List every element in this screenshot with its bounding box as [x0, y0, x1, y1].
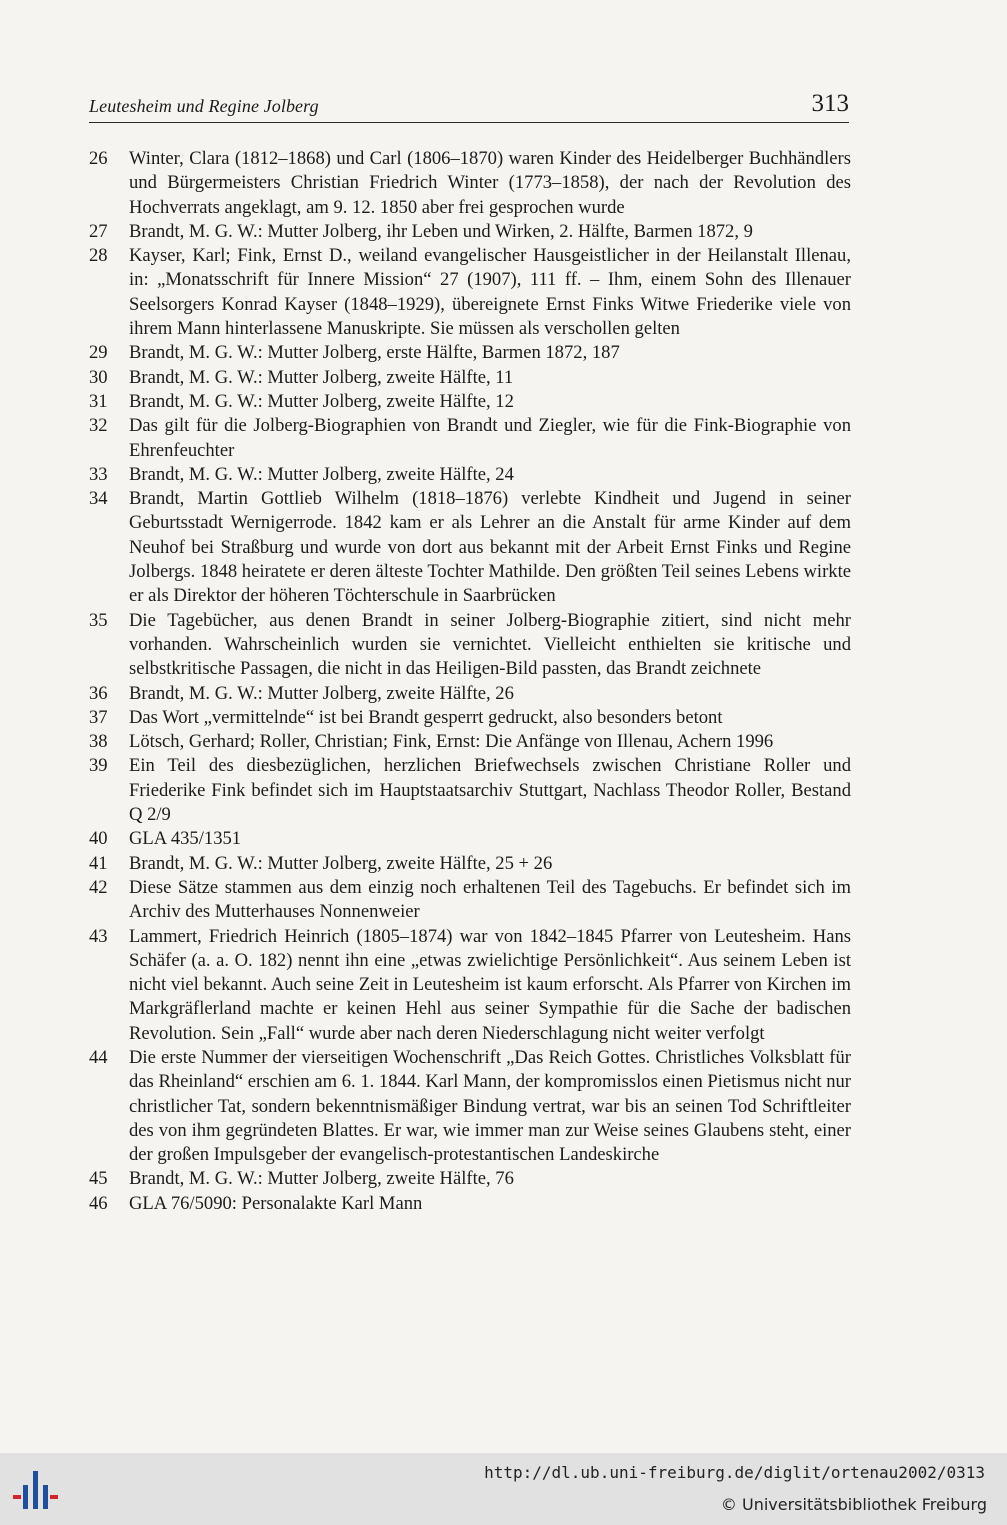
- endnote-text: Brandt, M. G. W.: Mutter Jolberg, ihr Leben und Wirken, 2. Hälfte, Barmen 1872, 9: [129, 220, 753, 242]
- endnote-number: 43: [89, 925, 108, 947]
- endnote-number: 39: [89, 755, 108, 777]
- endnote-number: 32: [89, 415, 108, 437]
- endnote-number: 28: [89, 245, 108, 267]
- endnote-number: 35: [89, 609, 108, 631]
- ub-freiburg-logo-icon[interactable]: [12, 1467, 64, 1513]
- endnote-text: Brandt, M. G. W.: Mutter Jolberg, erste Hälfte, Barmen 1872, 187: [129, 342, 620, 364]
- endnote-number: 27: [89, 220, 108, 242]
- endnote-text: Brandt, M. G. W.: Mutter Jolberg, zweite Hälfte, 12: [129, 390, 514, 412]
- viewer-footer: [0, 1453, 1007, 1525]
- endnote-number: 37: [89, 706, 108, 728]
- endnote-text: Winter, Clara (1812–1868) und Carl (1806–1870) waren Kinder des Heidelberger Buchhändlers und Bürgermeisters Christian Friedrich Winter (1773–1858), der nach der Revolution des Hochverrats angeklagt, am 9. 12. 1850 aber frei gesprochen wurde: [129, 148, 851, 218]
- endnote-36: [89, 682, 851, 706]
- endnotes-list: [89, 147, 851, 1216]
- endnote-38: [89, 730, 851, 754]
- running-header: [89, 90, 849, 123]
- endnote-34: [89, 487, 851, 608]
- endnote-number: 45: [89, 1168, 108, 1190]
- endnote-text: Das Wort „vermittelnde“ ist bei Brandt gesperrt gedruckt, also besonders betont: [129, 706, 723, 728]
- endnote-28: [89, 244, 851, 341]
- endnote-number: 31: [89, 390, 108, 412]
- page-number: 313: [811, 90, 849, 117]
- endnote-number: 30: [89, 366, 108, 388]
- endnote-number: 46: [89, 1192, 108, 1214]
- endnote-35: [89, 609, 851, 682]
- endnote-text: Kayser, Karl; Fink, Ernst D., weiland evangelischer Hausgeistlicher in der Heilanstalt Illenau, in: „Monatsschrift für Innere Mission“ 27 (1907), 111 ff. – Ihm, einem Sohn des Illenauer Seelsorgers Konrad Kayser (1848–1929), übereignete Ernst Finks Witwe Friederike viele von ihrem Mann hinterlassene Manuskripte. Sie müssen als verschollen gelten: [129, 245, 851, 340]
- endnote-text: Brandt, M. G. W.: Mutter Jolberg, zweite Hälfte, 76: [129, 1168, 514, 1190]
- endnote-number: 29: [89, 342, 108, 364]
- endnote-46: [89, 1192, 851, 1216]
- endnote-number: 41: [89, 852, 108, 874]
- endnote-text: Diese Sätze stammen aus dem einzig noch erhaltenen Teil des Tagebuchs. Er befindet sich im Archiv des Mutterhauses Nonnenweier: [129, 876, 851, 923]
- endnote-number: 36: [89, 682, 108, 704]
- endnote-44: [89, 1046, 851, 1167]
- endnote-40: [89, 827, 851, 851]
- endnote-text: Lötsch, Gerhard; Roller, Christian; Fink, Ernst: Die Anfänge von Illenau, Achern 1996: [129, 731, 774, 753]
- endnote-text: GLA 435/1351: [129, 828, 242, 850]
- running-title: Leutesheim und Regine Jolberg: [89, 96, 319, 116]
- endnote-text: GLA 76/5090: Personalakte Karl Mann: [129, 1192, 423, 1214]
- endnote-45: [89, 1167, 851, 1191]
- endnote-number: 42: [89, 876, 108, 898]
- endnote-33: [89, 463, 851, 487]
- endnote-31: [89, 390, 851, 414]
- endnote-number: 40: [89, 828, 108, 850]
- endnote-text: Brandt, M. G. W.: Mutter Jolberg, zweite Hälfte, 26: [129, 682, 514, 704]
- endnote-32: [89, 414, 851, 463]
- endnote-30: [89, 366, 851, 390]
- endnote-number: 44: [89, 1046, 108, 1068]
- endnote-27: [89, 220, 851, 244]
- endnote-text: Brandt, Martin Gottlieb Wilhelm (1818–1876) verlebte Kindheit und Jugend in seiner Geburtsstadt Wernigerrode. 1842 kam er als Lehrer an die Anstalt für arme Kinder auf dem Neuhof bei Straßburg und wurde von dort aus bekannt mit der Arbeit Ernst Finks und Regine Jolbergs. 1848 heiratete er deren älteste Tochter Mathilde. Den größten Teil seines Lebens wirkte er als Direktor der höheren Töchterschule in Saarbrücken: [129, 488, 851, 607]
- endnote-text: Die Tagebücher, aus denen Brandt in seiner Jolberg-Biographie zitiert, sind nicht mehr vorhanden. Wahrscheinlich wurden sie vernichtet. Vielleicht enthielten sie kritische und selbstkritische Passagen, die nicht in das Heiligen-Bild passten, das Brandt zeichnete: [129, 609, 851, 680]
- endnote-42: [89, 876, 851, 925]
- endnote-26: [89, 147, 851, 220]
- endnote-text: Lammert, Friedrich Heinrich (1805–1874) war von 1842–1845 Pfarrer von Leutesheim. Hans Schäfer (a. a. O. 182) nennt ihn eine „etwas zwielichtige Persönlichkeit“. Aus seinem Leben ist nicht viel bekannt. Auch seine Zeit in Leutesheim ist kaum erforscht. Als Pfarrer von Kirchen im Markgräflerland machte er keinen Hehl aus seiner Sympathie für die Sache der badischen Revolution. Sein „Fall“ wurde aber nach deren Niederschlagung nicht weiter verfolgt: [129, 925, 851, 1044]
- endnote-number: 38: [89, 731, 108, 753]
- endnote-39: [89, 754, 851, 827]
- endnote-43: [89, 925, 851, 1046]
- endnote-number: 34: [89, 488, 108, 510]
- source-url-link[interactable]: http://dl.ub.uni-freiburg.de/diglit/ortenau2002/0313: [484, 1463, 985, 1482]
- endnote-text: Brandt, M. G. W.: Mutter Jolberg, zweite Hälfte, 11: [129, 366, 514, 388]
- endnote-text: Die erste Nummer der vierseitigen Wochenschrift „Das Reich Gottes. Christliches Volksblatt für das Rheinland“ erschien am 6. 1. 1844. Karl Mann, der kompromisslos einen Pietismus nicht nur christlicher Tat, sondern bekenntnismäßiger Bindung vertrat, war bis an seinen Tod Schriftleiter des von ihm gegründeten Blattes. Er war, wie immer man zur Weise seines Glaubens steht, einer der großen Impulsgeber der evangelisch-protestantischen Landeskirche: [129, 1046, 851, 1166]
- endnote-text: Ein Teil des diesbezüglichen, herzlichen Briefwechsels zwischen Christiane Roller und Friederike Fink befindet sich im Hauptstaatsarchiv Stuttgart, Nachlass Theodor Roller, Bestand Q 2/9: [129, 755, 851, 826]
- endnote-text: Das gilt für die Jolberg-Biographien von Brandt und Ziegler, wie für die Fink-Biographie von Ehrenfeuchter: [129, 415, 851, 461]
- endnote-37: [89, 706, 851, 730]
- endnote-41: [89, 852, 851, 876]
- endnote-text: Brandt, M. G. W.: Mutter Jolberg, zweite Hälfte, 25 + 26: [129, 852, 553, 874]
- copyright-notice: © Universitätsbibliothek Freiburg: [720, 1495, 987, 1514]
- endnote-text: Brandt, M. G. W.: Mutter Jolberg, zweite Hälfte, 24: [129, 463, 514, 485]
- endnote-number: 33: [89, 463, 108, 485]
- endnote-29: [89, 341, 851, 365]
- endnote-number: 26: [89, 148, 108, 169]
